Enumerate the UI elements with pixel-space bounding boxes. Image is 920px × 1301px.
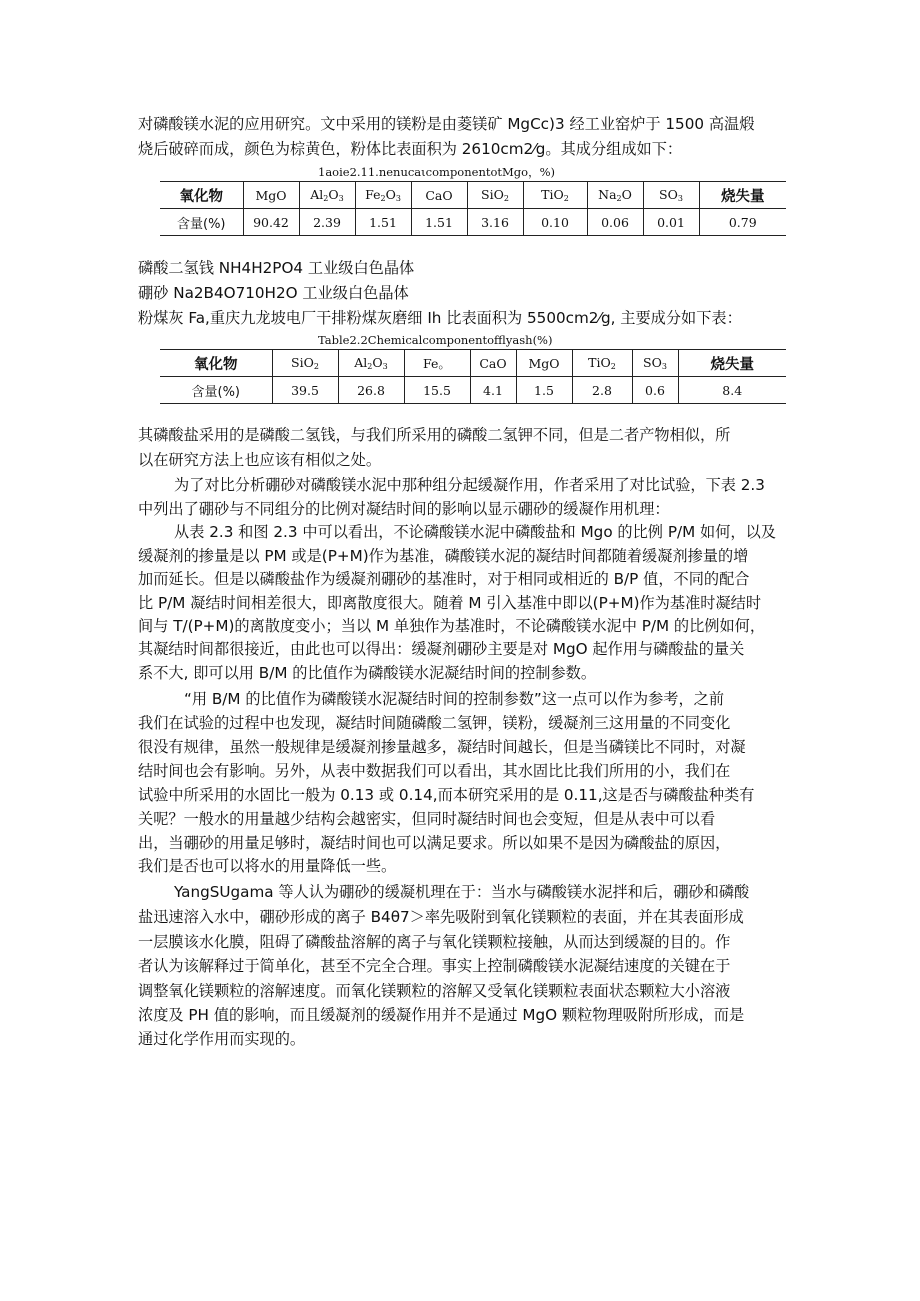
table1-value: 0.10 <box>523 209 587 236</box>
table2-col-loss: 烧失量 <box>678 350 786 377</box>
table2-value: 15.5 <box>404 377 470 404</box>
table1-value: 90.42 <box>243 209 299 236</box>
table2-flyash-composition <box>160 349 786 404</box>
table1-value: 0.79 <box>699 209 786 236</box>
table2-col-so3: $SO_3$ <box>632 350 678 377</box>
table1-col-loss: 烧失量 <box>699 182 786 209</box>
body-line: YangSUgama 等人认为硼砂的缓凝机理在于：当水与磷酸镁水泥拌和后，硼砂和磷酸 <box>174 883 750 901</box>
body-line: 通过化学作用而实现的。 <box>138 1030 306 1048</box>
body-line: 我们在试验的过程中也发现，凝结时间随磷酸二氢钾，镁粉，缓凝剂三这用量的不同变化 <box>138 714 731 732</box>
table1-col-tio2: TiO$_2$ <box>523 182 587 209</box>
table2-value: 1.5 <box>516 377 572 404</box>
table2-col-sio2: SiO$_2$ <box>272 350 338 377</box>
table1-col-mgo: MgO <box>243 182 299 209</box>
material-line-3: 粉煤灰 Fa,重庆九龙坡电厂干排粉煤灰磨细 Ih 比表面积为 5500cm2⁄g, 主要成分如下表： <box>138 309 742 327</box>
body-line: 缓凝剂的掺量是以 PM 或是(P+M)作为基准，磷酸镁水泥的凝结时间都随着缓凝剂掺量的增 <box>138 547 749 565</box>
table2-header-label: 氧化物 <box>160 350 272 377</box>
table2-row-label: 含量(%) <box>160 377 272 404</box>
table2-value: 2.8 <box>572 377 632 404</box>
body-line: 其磷酸盐采用的是磷酸二氢钱，与我们所采用的磷酸二氢钾不同，但是二者产物相似，所 <box>138 426 731 444</box>
table1-value: 2.39 <box>299 209 355 236</box>
table2-col-cao: CaO <box>470 350 516 377</box>
body-line: 系不大, 即可以用 B/M 的比值作为磷酸镁水泥凝结时间的控制参数。 <box>138 664 597 682</box>
body-line: 出，当硼砂的用量足够时，凝结时间也可以满足要求。所以如果不是因为磷酸盐的原因， <box>138 834 731 852</box>
table1-col-so3: $SO_3$ <box>643 182 699 209</box>
table2-col-mgo: MgO <box>516 350 572 377</box>
body-line: 为了对比分析硼砂对磷酸镁水泥中那种组分起缓凝作用，作者采用了对比试验，下表 2.3 <box>174 476 765 494</box>
table2-header-row <box>160 350 786 377</box>
body-line: 者认为该解释过于简单化，甚至不完全合理。事实上控制磷酸镁水泥凝结速度的关键在于 <box>138 957 731 975</box>
body-line: 比 P/M 凝结时间相差很大，即离散度很大。随着 M 引入基准中即以(P+M)作为基准时凝结时 <box>138 594 762 612</box>
body-line: 间与 T/(P+M)的离散度变小；当以 M 单独作为基准时，不论磷酸镁水泥中 P/M 的比例如何， <box>138 617 766 635</box>
table1-value: 0.01 <box>643 209 699 236</box>
body-line: 以在研究方法上也应该有相似之处。 <box>138 451 381 469</box>
table2-value-row <box>160 377 786 404</box>
body-line: 加而延长。但是以磷酸盐作为缓凝剂硼砂的基准时，对于相同或相近的 B/P 值，不同的配合 <box>138 570 750 588</box>
table2-caption: Table2.2Chemicalcomponentofflyash(%) <box>318 333 553 347</box>
intro-line-2: 烧后破碎而成，颜色为棕黄色，粉体比表面积为 2610cm2⁄g。其成分组成如下： <box>138 140 683 158</box>
table2-value: 39.5 <box>272 377 338 404</box>
table2-col-al2o3: $Al_2O_3$ <box>338 350 404 377</box>
table2-col-fe: Fe。 <box>404 350 470 377</box>
material-line-1: 磷酸二氢钱 NH4H2PO4 工业级白色晶体 <box>138 259 415 277</box>
body-line: 结时间也会有影响。另外，从表中数据我们可以看出，其水固比比我们所用的小，我们在 <box>138 762 731 780</box>
body-line: “用 B/M 的比值作为磷酸镁水泥凝结时间的控制参数”这一点可以作为参考，之前 <box>184 690 725 708</box>
table1-col-fe2o3: $Fe_2O_3$ <box>355 182 411 209</box>
table1-col-al2o3: $Al_2O_3$ <box>299 182 355 209</box>
table1-value: 1.51 <box>411 209 467 236</box>
table1-header-row <box>160 182 786 209</box>
body-line: 中列出了硼砂与不同组分的比例对凝结时间的影响以显示硼砂的缓凝作用机理： <box>138 500 670 518</box>
table1-value: 3.16 <box>467 209 523 236</box>
table2-value: 26.8 <box>338 377 404 404</box>
table1-value: 1.51 <box>355 209 411 236</box>
body-line: 从表 2.3 和图 2.3 中可以看出，不论磷酸镁水泥中磷酸盐和 Mgo 的比例 P/M 如何，以及 <box>174 523 776 541</box>
table2-value: 8.4 <box>678 377 786 404</box>
body-line: 浓度及 PH 值的影响，而且缓凝剂的缓凝作用并不是通过 MgO 颗粒物理吸附所形成，而是 <box>138 1006 745 1024</box>
table2-col-tio2: TiO$_2$ <box>572 350 632 377</box>
body-line: 盐迅速溶入水中，硼砂形成的离子 B4θ7＞率先吸附到氧化镁颗粒的表面，并在其表面形成 <box>138 908 744 926</box>
table1-caption: 1aoie2.11.nenucaιcomponentotMgo，%) <box>318 165 555 179</box>
table1-value-row <box>160 209 786 236</box>
body-line: 关呢？一般水的用量越少结构会越密实，但同时凝结时间也会变短，但是从表中可以看 <box>138 810 716 828</box>
body-line: 调整氧化镁颗粒的溶解速度。而氧化镁颗粒的溶解又受氧化镁颗粒表面状态颗粒大小溶液 <box>138 982 731 1000</box>
table2-value: 0.6 <box>632 377 678 404</box>
table1-header-label: 氧化物 <box>160 182 243 209</box>
body-line: 其凝结时间都很接近，由此也可以得出：缓凝剂硼砂主要是对 MgO 起作用与磷酸盐的量关 <box>138 640 745 658</box>
table1-col-na2o: $Na_2O$ <box>587 182 643 209</box>
body-line: 很没有规律，虽然一般规律是缓凝剂掺量越多，凝结时间越长，但是当磷镁比不同时，对凝 <box>138 738 746 756</box>
table1-col-cao: CaO <box>411 182 467 209</box>
material-line-2: 硼砂 Na2B4O710H2O 工业级白色晶体 <box>138 284 409 302</box>
table2-value: 4.1 <box>470 377 516 404</box>
table1-value: 0.06 <box>587 209 643 236</box>
body-line: 一层膜该水化膜，阻碍了磷酸盐溶解的离子与氧化镁颗粒接触，从而达到缓凝的目的。作 <box>138 933 731 951</box>
body-line: 我们是否也可以将水的用量降低一些。 <box>138 857 397 875</box>
table1-mgo-composition <box>160 181 786 236</box>
table1-row-label: 含量(%) <box>160 209 243 236</box>
table1-col-sio2: SiO$_2$ <box>467 182 523 209</box>
body-line: 试验中所采用的水固比一般为 0.13 或 0.14,而本研究采用的是 0.11,这是否与磷酸盐种类有 <box>138 786 755 804</box>
intro-line-1: 对磷酸镁水泥的应用研究。文中采用的镁粉是由菱镁矿 MgCc)3 经工业窑炉于 1500 高温煅 <box>138 115 755 133</box>
